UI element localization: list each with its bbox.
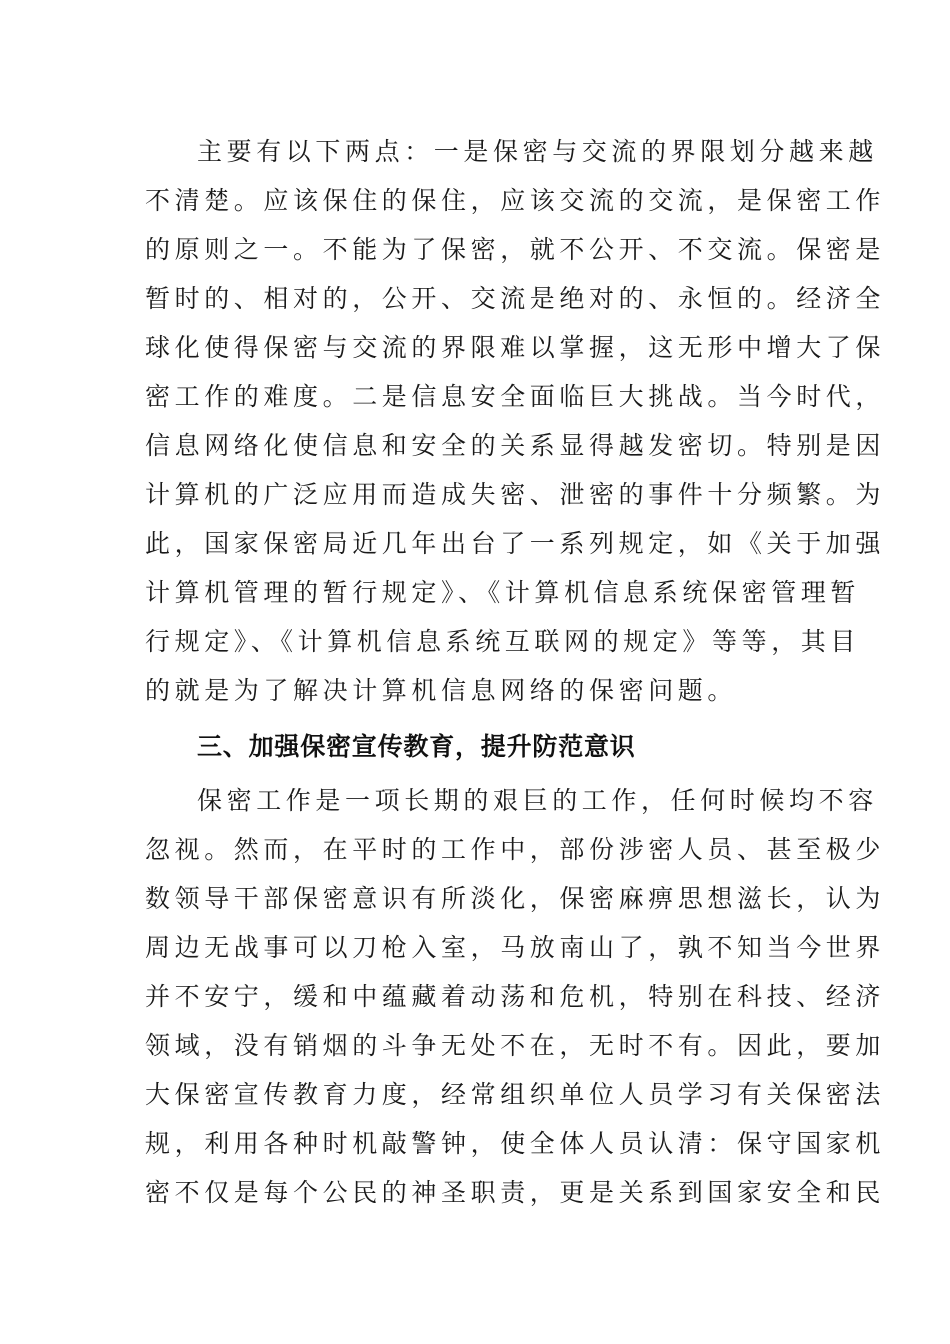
paragraph-line: 保密工作是一项长期的艰巨的工作，任何时候均不容 bbox=[197, 786, 878, 815]
paragraph-line: 计算机管理的暂行规定》、《计算机信息系统保密管理暂 bbox=[145, 578, 861, 607]
paragraph-line: 主要有以下两点：一是保密与交流的界限划分越来越 bbox=[197, 137, 878, 166]
paragraph-line: 信息网络化使信息和安全的关系显得越发密切。特别是因 bbox=[145, 431, 886, 460]
paragraph-line: 的就是为了解决计算机信息网络的保密问题。 bbox=[145, 676, 738, 705]
paragraph-line: 暂时的、相对的，公开、交流是绝对的、永恒的。经济全 bbox=[145, 284, 886, 313]
paragraph-line: 不清楚。应该保住的保住，应该交流的交流，是保密工作 bbox=[145, 186, 886, 215]
paragraph-line: 密不仅是每个公民的神圣职责，更是关系到国家安全和民 bbox=[145, 1178, 886, 1207]
paragraph-line: 行规定》、《计算机信息系统互联网的规定》等等，其目 bbox=[145, 627, 861, 656]
paragraph-line: 计算机的广泛应用而造成失密、泄密的事件十分频繁。为 bbox=[145, 480, 886, 509]
paragraph-line: 密工作的难度。二是信息安全面临巨大挑战。当今时代， bbox=[145, 382, 886, 411]
section-heading: 三、加强保密宣传教育，提升防范意识 bbox=[197, 732, 636, 761]
paragraph-line: 此，国家保密局近几年出台了一系列规定，如《关于加强 bbox=[145, 529, 886, 558]
paragraph-line: 规，利用各种时机敲警钟，使全体人员认清：保守国家机 bbox=[145, 1129, 886, 1158]
paragraph-line: 周边无战事可以刀枪入室，马放南山了，孰不知当今世界 bbox=[145, 933, 886, 962]
paragraph-line: 忽视。然而，在平时的工作中，部份涉密人员、甚至极少 bbox=[145, 835, 886, 864]
paragraph-line: 领域，没有销烟的斗争无处不在，无时不有。因此，要加 bbox=[145, 1031, 886, 1060]
paragraph-line: 大保密宣传教育力度，经常组织单位人员学习有关保密法 bbox=[145, 1080, 886, 1109]
paragraph-line: 数领导干部保密意识有所淡化，保密麻痹思想滋长，认为 bbox=[145, 884, 886, 913]
paragraph-line: 并不安宁，缓和中蕴藏着动荡和危机，特别在科技、经济 bbox=[145, 982, 886, 1011]
paragraph-line: 的原则之一。不能为了保密，就不公开、不交流。保密是 bbox=[145, 235, 886, 264]
paragraph-line: 球化使得保密与交流的界限难以掌握，这无形中增大了保 bbox=[145, 333, 886, 362]
